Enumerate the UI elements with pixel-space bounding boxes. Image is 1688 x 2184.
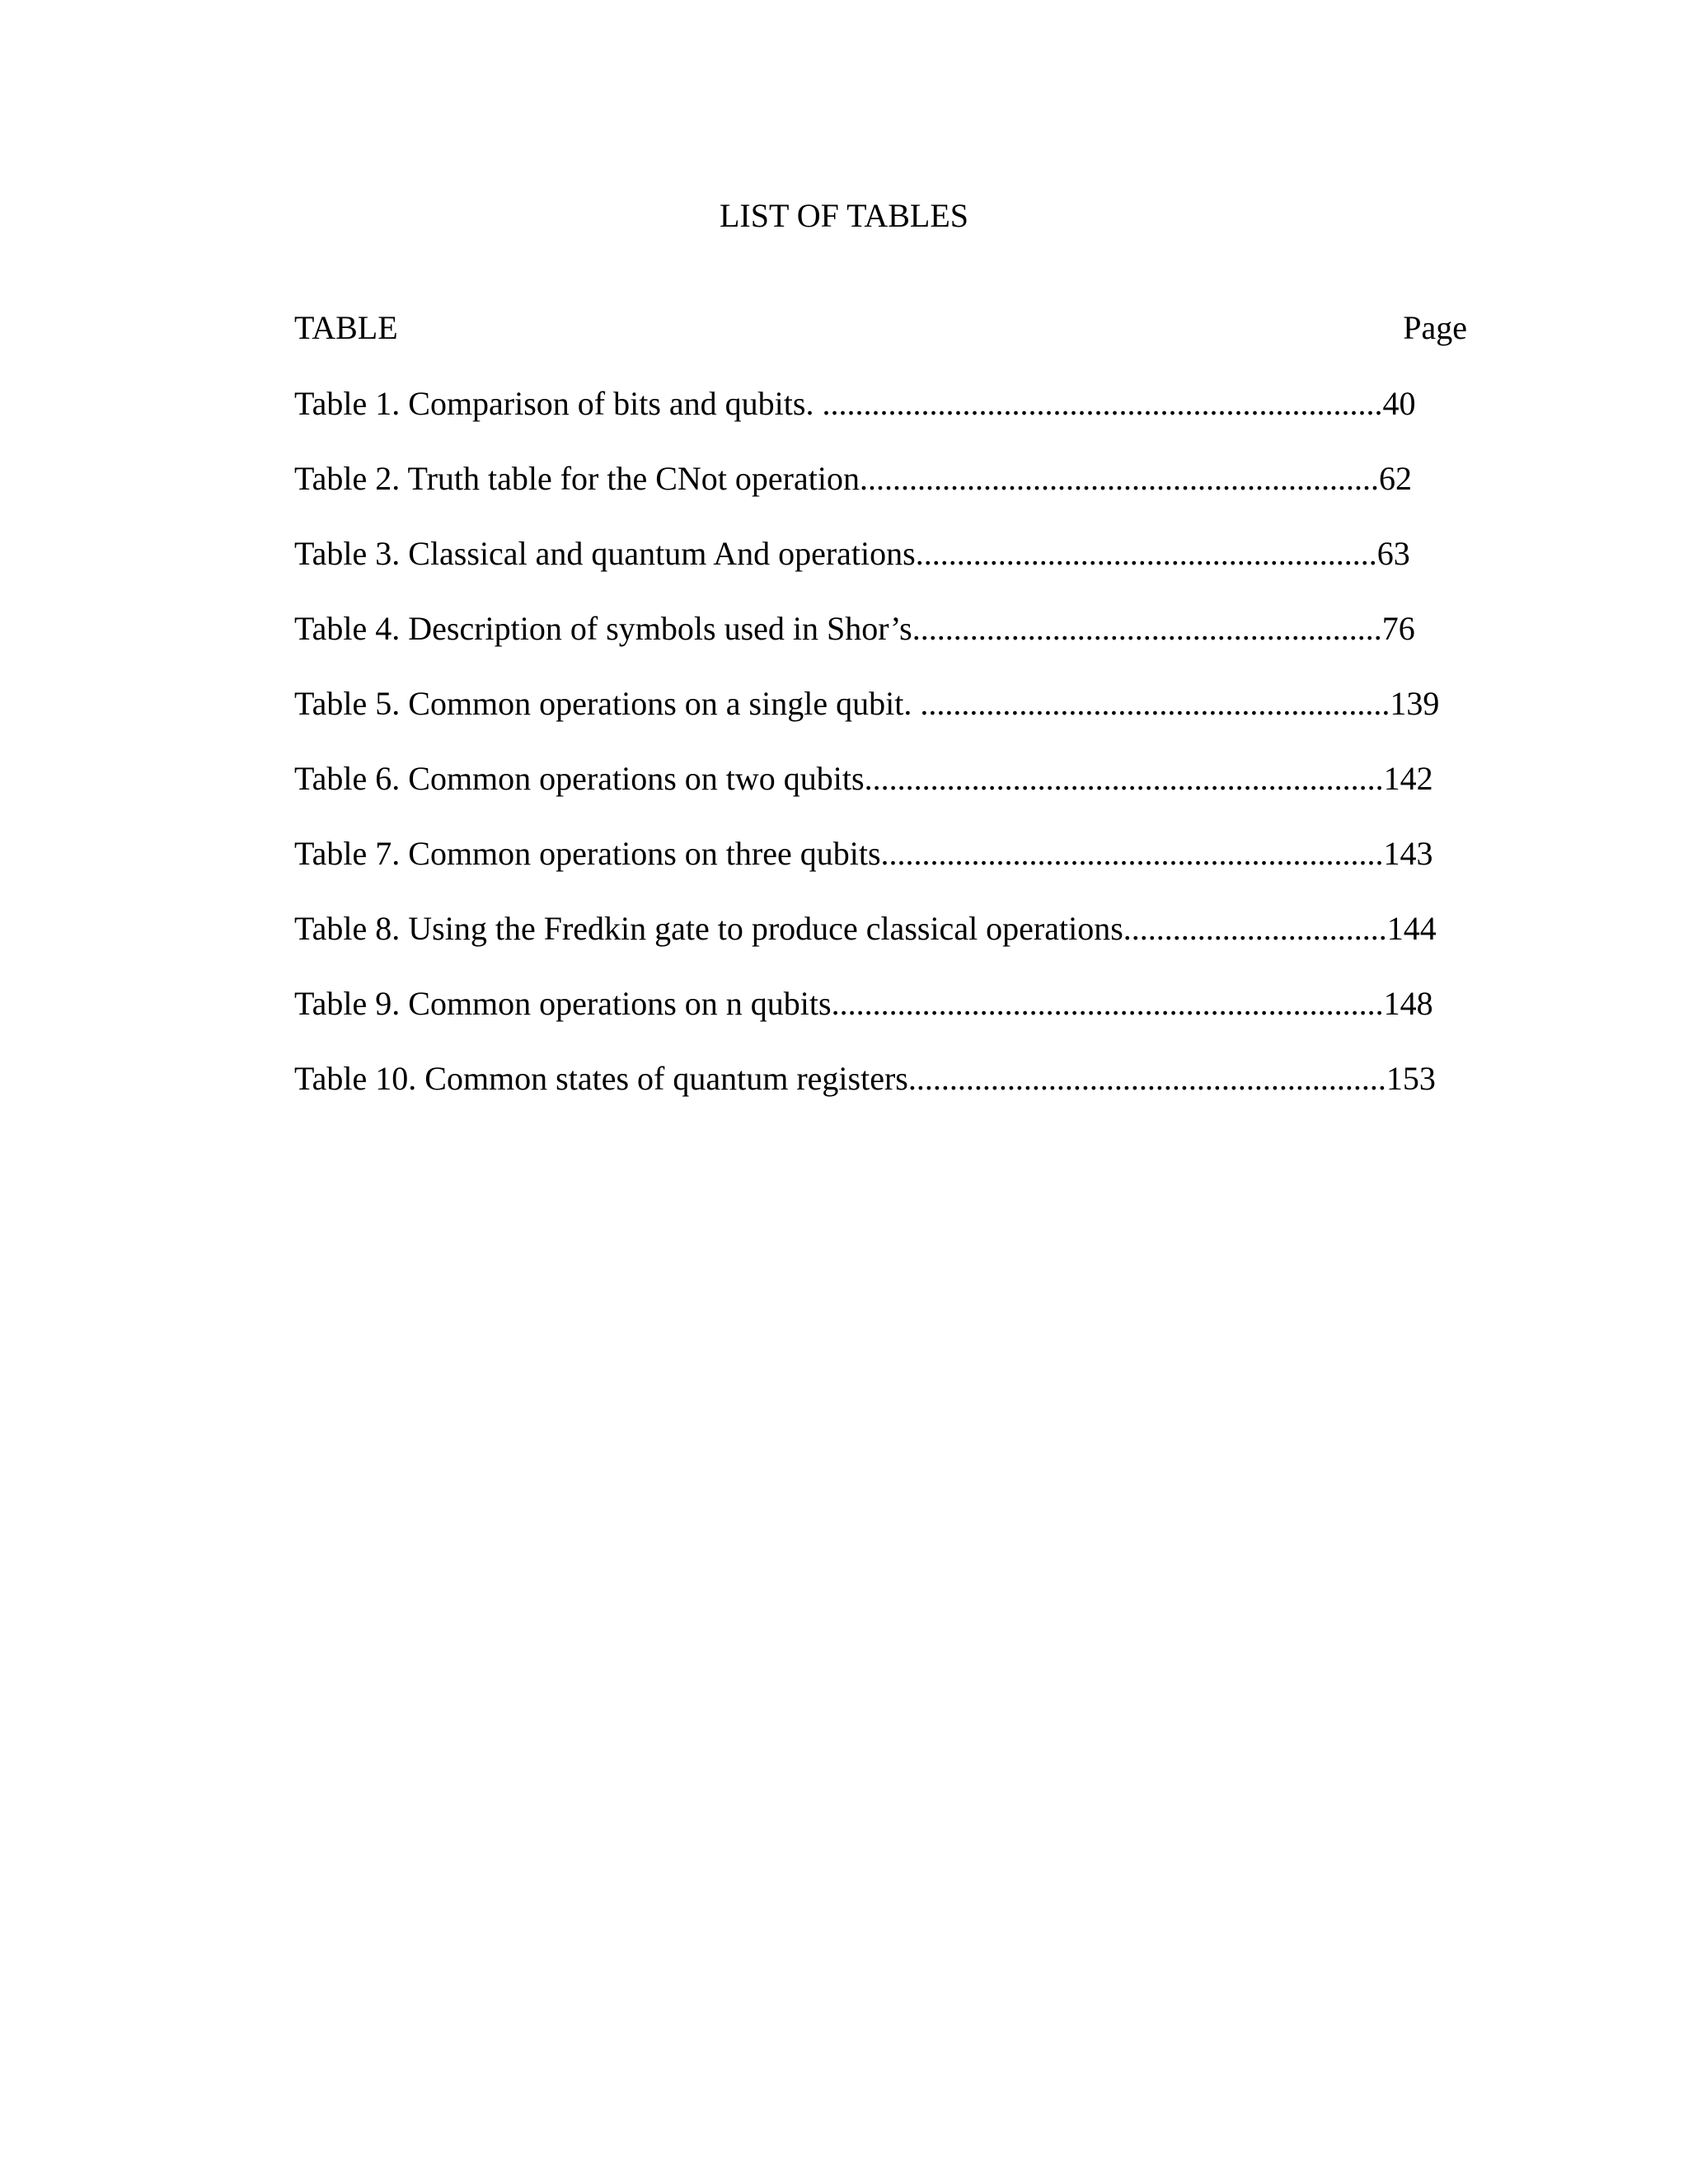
column-header-page: Page <box>1403 309 1467 346</box>
toc-entry-table-3: Table 3. Classical and quantum And operations........................................................63 <box>294 535 1410 572</box>
toc-entry-table-9: Table 9. Common operations on n qubits...................................................................148 <box>294 985 1433 1022</box>
toc-entry-table-10: Table 10. Common states of quantum registers..........................................................153 <box>294 1060 1436 1097</box>
toc-entry-table-4: Table 4. Description of symbols used in Shor’s.........................................................76 <box>294 610 1415 647</box>
page-title: LIST OF TABLES <box>719 197 969 234</box>
toc-entry-table-8: Table 8. Using the Fredkin gate to produce classical operations................................144 <box>294 910 1437 947</box>
toc-entry-table-7: Table 7. Common operations on three qubits.............................................................143 <box>294 835 1433 872</box>
toc-entry-table-5: Table 5. Common operations on a single qubit. .........................................................139 <box>294 685 1440 722</box>
toc-entry-table-1: Table 1. Comparison of bits and qubits. ....................................................................40 <box>294 385 1416 422</box>
toc-entry-table-2: Table 2. Truth table for the CNot operation...............................................................62 <box>294 460 1412 497</box>
toc-entry-table-6: Table 6. Common operations on two qubits...............................................................142 <box>294 760 1433 797</box>
column-header-table: TABLE <box>294 309 398 346</box>
